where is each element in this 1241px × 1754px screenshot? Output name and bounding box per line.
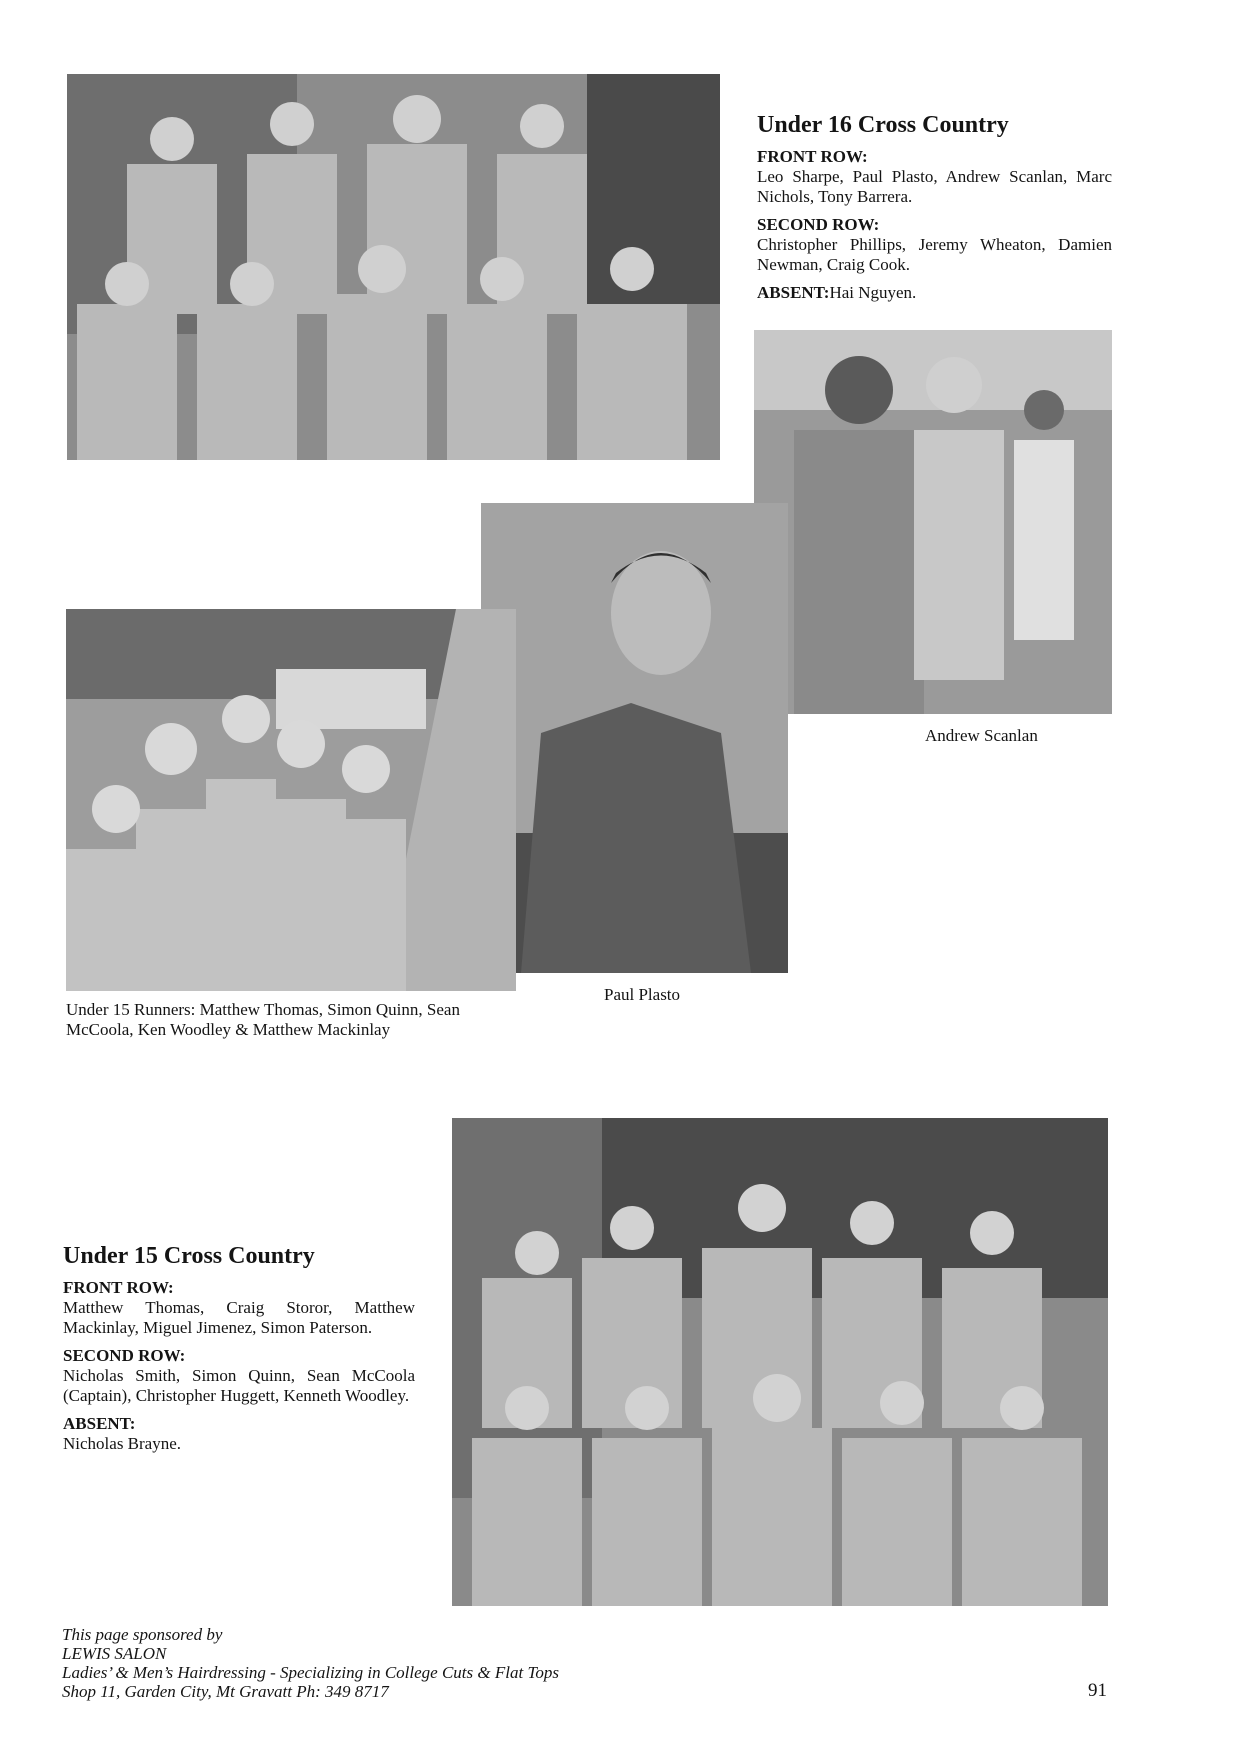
under15-info [63,1243,415,1454]
sponsor-line-1: This page sponsored by [62,1625,223,1644]
under16-second-row-label: SECOND ROW: [757,215,880,234]
under15-runners-photo [66,609,516,991]
under15-title: Under 15 Cross Country [63,1243,315,1269]
under16-front-row-label: FRONT ROW: [757,147,868,166]
under15-team-photo [452,1118,1108,1606]
under15-absent-label: ABSENT: [63,1414,136,1433]
under16-absent [757,283,1112,303]
under16-second-row-names: Christopher Phillips, Jeremy Wheaton, Damien Newman, Craig Cook. [757,235,1112,274]
under16-team-photo [67,74,720,460]
under15-front-row-label: FRONT ROW: [63,1278,174,1297]
paul-plasto-photo [481,503,788,973]
page-number: 91 [1088,1680,1107,1701]
sponsor-line-2: LEWIS SALON [62,1644,167,1663]
under15-front-row-names: Matthew Thomas, Craig Storor, Matthew Mackinlay, Miguel Jimenez, Simon Paterson. [63,1298,415,1337]
under16-absent-names: Hai Nguyen. [829,283,917,302]
under16-front-row-names: Leo Sharpe, Paul Plasto, Andrew Scanlan, Marc Nichols, Tony Barrera. [757,167,1112,206]
sponsor-line-3: Ladies’ & Men’s Hairdressing - Specializing in College Cuts & Flat Tops [62,1663,559,1682]
under15-absent-names: Nicholas Brayne. [63,1434,182,1453]
sponsor-line-4: Shop 11, Garden City, Mt Gravatt Ph: 349 8717 [62,1682,389,1701]
caption-paul-plasto: Paul Plasto [604,985,681,1004]
caption-andrew-scanlan: Andrew Scanlan [925,726,1038,745]
under16-absent-label: ABSENT: [757,283,830,302]
under16-title: Under 16 Cross Country [757,112,1009,138]
under15-second-row-names: Nicholas Smith, Simon Quinn, Sean McCoola (Captain), Christopher Huggett, Kenneth Woodley. [63,1366,415,1405]
caption-under15-runners: Under 15 Runners: Matthew Thomas, Simon Quinn, Sean McCoola, Ken Woodley & Matthew Mackinlay [66,1000,460,1039]
under16-info [757,112,1112,303]
under15-second-row-label: SECOND ROW: [63,1346,186,1365]
andrew-scanlan-photo [754,330,1112,714]
sponsor-block [62,1625,559,1701]
